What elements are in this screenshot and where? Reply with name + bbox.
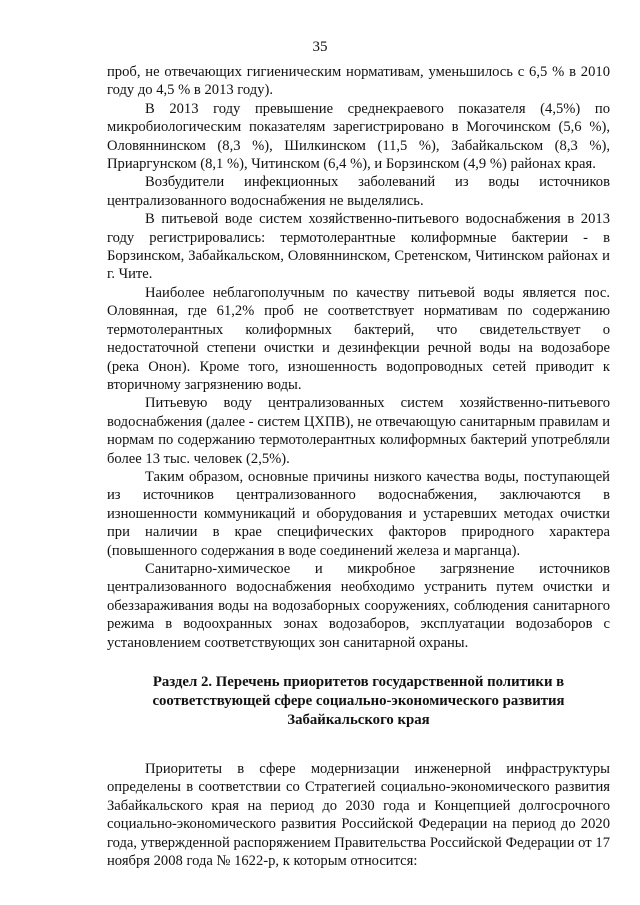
paragraph-pathogens: Возбудители инфекционных заболеваний из воды источников централизованного водоснабжения не выделялись.	[107, 174, 610, 209]
document-body	[107, 63, 610, 870]
paragraph-coliform-bacteria: В питьевой воде систем хозяйственно-питьевого водоснабжения в 2013 году регистрировались: термотолерантные колиформные бактерии - в Борзинском, Забайкальском, Оловяннинском, Сретенском, Читинском районах и г. Чите.	[107, 211, 610, 283]
paragraph-olovyannaya: Наиболее неблагополучным по качеству питьевой воды является пос. Оловянная, где 61,2% проб не соответствует нормативам по содержанию термотолерантных колиформных бактерий, что свидетельствует о недостаточной степени очистки и дезинфекции речной воды на водозаборе (река Онон). Кроме того, изношенность водопроводных сетей приводит к вторичному загрязнению воды.	[107, 284, 610, 393]
page-number: 35	[312, 39, 328, 55]
paragraph-priorities: Приоритеты в сфере модернизации инженерной инфраструктуры определены в соответствии со Стратегией социально-экономического развития Забайкальского края на период до 2030 года и Концепцией долгосрочного социально-экономического развития Российской Федерации на период до 2020 года, утвержденной распоряжением Правительства Российской Федерации от 17 ноября 2008 года № 1622-р, к которым относится:	[107, 761, 610, 870]
paragraph-main-causes: Таким образом, основные причины низкого качества воды, поступающей из источников централизованного водоснабжения, заключаются в изношенности коммуникаций и оборудования и устаревших методах очистки при наличии в крае специфических факторов природного характера (повышенного содержания в воде соединений железа и марганца).	[107, 468, 610, 559]
paragraph-pollution-remedy: Санитарно-химическое и микробное загрязнение источников централизованного водоснабжения необходимо устранить путем очистки и обеззараживания воды на водозаборных сооружениях, соблюдения санитарного режима в водоохранных зонах водозаборов, эксплуатации водозаборов с установлением соответствующих зон санитарной охраны.	[107, 560, 610, 651]
paragraph-chpv-consumers: Питьевую воду централизованных систем хозяйственно-питьевого водоснабжения (далее - систем ЦХПВ), не отвечающую санитарным правилам и нормам по содержанию термотолерантных колиформных бактерий употребляли более 13 тыс. человек (2,5%).	[107, 395, 610, 467]
section-heading: Раздел 2. Перечень приоритетов государственной политики в соответствующей сфере социально-экономического развития Забайкальского края	[152, 674, 565, 728]
paragraph-microbiological-excess: В 2013 году превышение среднекраевого показателя (4,5%) по микробиологическим показателям зарегистрировано в Могочинском (5,6 %), Оловяннинском (8,3 %), Шилкинском (11,5 %), Забайкальском (8,3 %), Приаргунском (8,1 %), Читинском (6,4 %), и Борзинском (4,9 %) районах края.	[107, 100, 610, 173]
paragraph-water-samples: проб, не отвечающих гигиеническим нормативам, уменьшилось с 6,5 % в 2010 году до 4,5 % в 2013 году).	[107, 64, 610, 99]
